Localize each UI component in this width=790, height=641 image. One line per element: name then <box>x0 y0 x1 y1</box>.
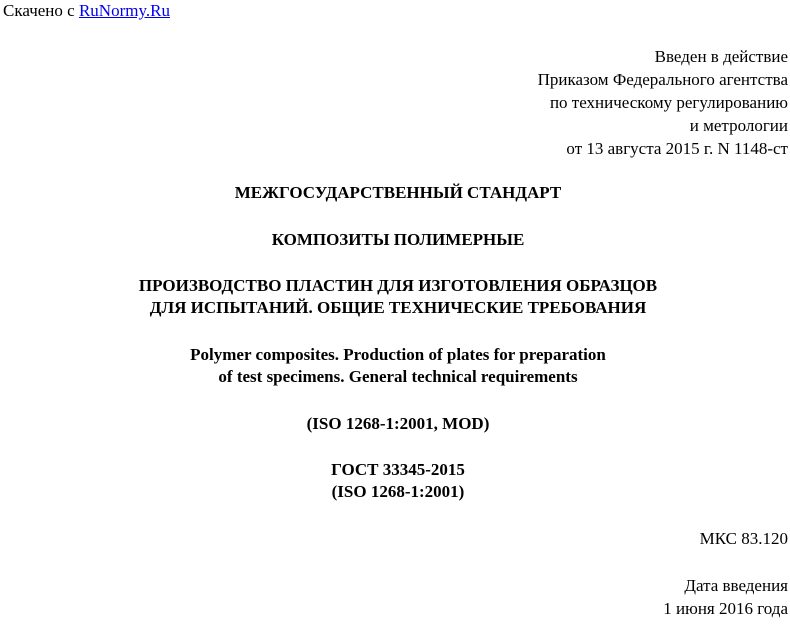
iso-ref-text: (ISO 1268-1:2001) <box>331 482 465 501</box>
title-en <box>0 344 790 388</box>
source-prefix: Скачено с <box>3 1 79 20</box>
source-link[interactable]: RuNormy.Ru <box>78 1 170 20</box>
intro-date-value: 1 июня 2016 года <box>663 599 788 618</box>
order-line: Приказом Федерального агентства <box>537 70 788 89</box>
order-block <box>538 45 788 160</box>
intro-date-label: Дата введения <box>684 576 788 595</box>
order-line: и метрологии <box>689 116 788 135</box>
order-line: от 13 августа 2015 г. N 1148-ст <box>566 139 788 158</box>
gost-number <box>0 459 790 503</box>
standard-type <box>0 182 790 204</box>
title-ru-line: ДЛЯ ИСПЫТАНИЙ. ОБЩИЕ ТЕХНИЧЕСКИЕ ТРЕБОВАНИЯ <box>149 298 647 317</box>
mks-code: МКС 83.120 <box>699 529 788 548</box>
source-line <box>3 0 170 22</box>
standard-group <box>0 229 790 251</box>
gost-number-text: ГОСТ 33345-2015 <box>331 460 465 479</box>
title-ru-line: ПРОИЗВОДСТВО ПЛАСТИН ДЛЯ ИЗГОТОВЛЕНИЯ ОБРАЗЦОВ <box>138 276 658 295</box>
intro-date-block <box>663 574 788 620</box>
order-line: по техническому регулированию <box>549 93 788 112</box>
iso-mod-text: (ISO 1268-1:2001, MOD) <box>306 414 490 433</box>
order-line: Введен в действие <box>654 47 788 66</box>
iso-mod <box>0 413 790 435</box>
title-ru <box>0 275 790 319</box>
standard-type-text: МЕЖГОСУДАРСТВЕННЫЙ СТАНДАРТ <box>234 183 562 202</box>
standard-group-text: КОМПОЗИТЫ ПОЛИМЕРНЫЕ <box>271 230 525 249</box>
title-en-line: of test specimens. General technical requirements <box>218 367 578 386</box>
title-en-line: Polymer composites. Production of plates for preparation <box>190 345 606 364</box>
